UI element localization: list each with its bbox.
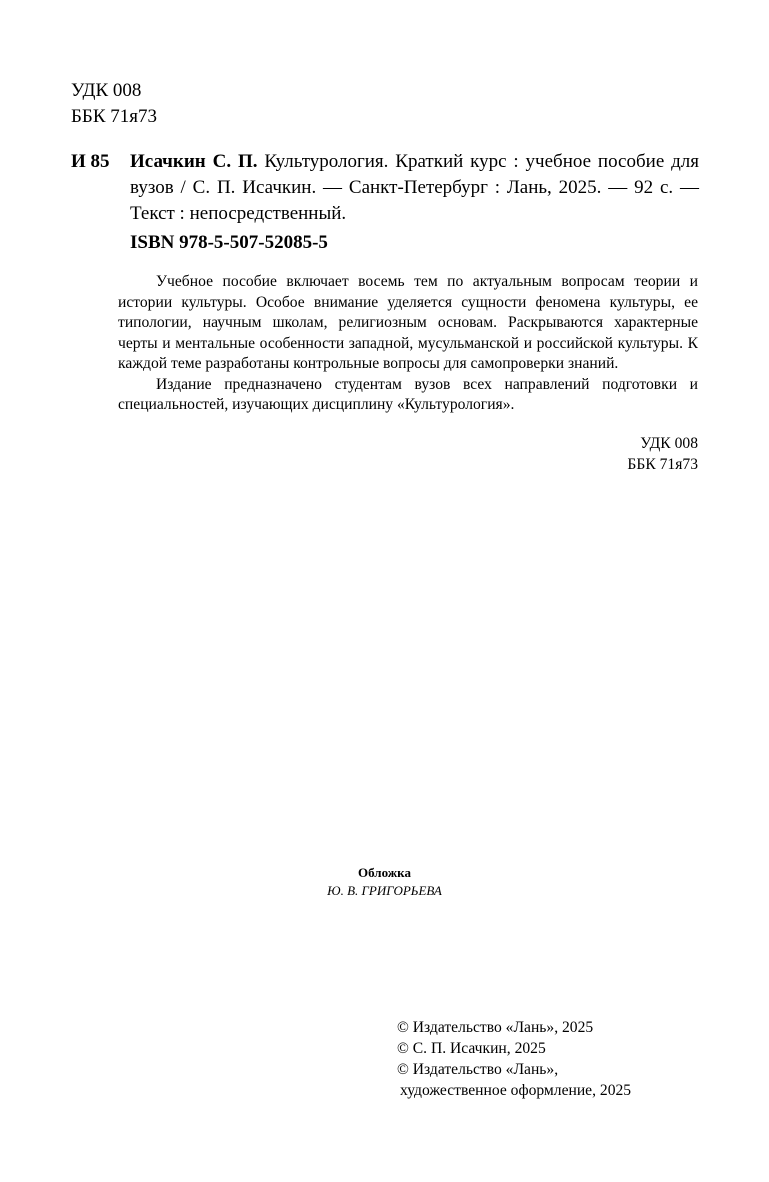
bbk-code-right: ББК 71я73 (627, 456, 698, 473)
author-mark: И 85 (71, 151, 110, 172)
copyright-design: © Издательство «Лань», (397, 1061, 559, 1078)
title-and-imprint: Культурология. Краткий курс : учебное пособие для вузов / С. П. Исачкин. — Санкт-Петербург : Лань, 2025. — 92 с. — Текст : непосредственный. (130, 151, 700, 224)
copyright-publisher: © Издательство «Лань», 2025 (397, 1019, 594, 1036)
copyright-author: © С. П. Исачкин, 2025 (397, 1040, 546, 1057)
annotation-paragraph: Учебное пособие включает восемь тем по актуальным вопросам теории и истории культуры. Особое внимание уделяется сущности феномена культуры, ее типологии, научным школам, религиозным основам. Раскрываются характерные черты и ментальные особенности западной, мусульманской и российской культуры. К каждой теме разработаны контрольные вопросы для самопроверки знаний. (118, 273, 698, 372)
cover-label: Обложка (358, 865, 411, 880)
udk-code-right: УДК 008 (640, 435, 698, 452)
udk-code: УДК 008 (71, 80, 142, 101)
copyright-design-continued: художественное оформление, 2025 (400, 1082, 632, 1099)
udk-bbk-right (627, 433, 698, 475)
copyright-block (397, 1017, 631, 1101)
isbn: ISBN 978-5-507-52085-5 (130, 232, 328, 253)
author-name: Исачкин С. П. (130, 151, 258, 172)
annotation-paragraph-audience: Издание предназначено студентам вузов всех направлений подготовки и специальностей, изучающих дисциплину «Культурология». (118, 375, 698, 413)
bibliographic-description (130, 149, 699, 227)
cover-designer: Ю. В. ГРИГОРЬЕВА (327, 883, 442, 898)
bibliographic-entry (71, 149, 699, 227)
bbk-code: ББК 71я73 (71, 106, 157, 127)
udk-bbk-top (71, 78, 157, 130)
annotation (118, 272, 698, 416)
cover-credit (0, 864, 769, 900)
